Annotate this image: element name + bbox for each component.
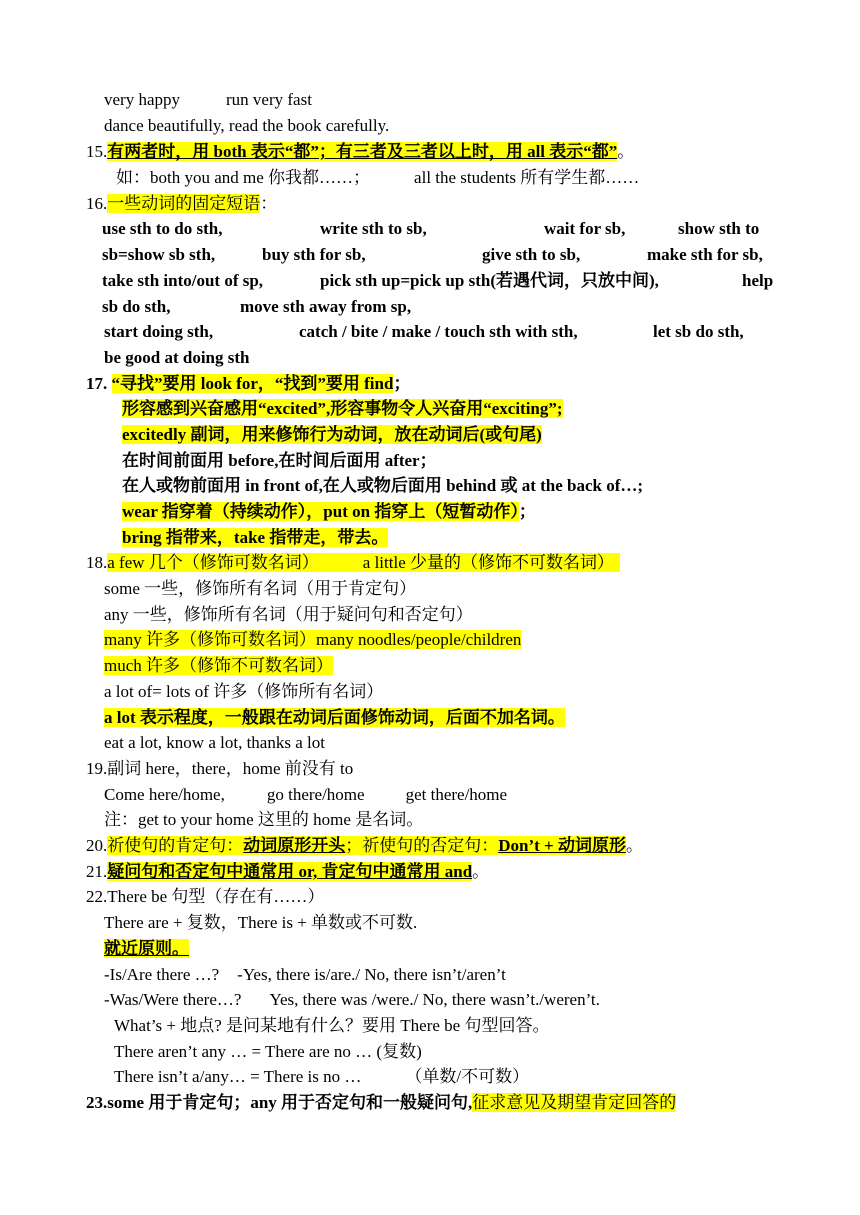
phrase-2d: make sth for sb, <box>647 245 763 264</box>
item-22-line-6: There aren’t any … = There are no … (复数) <box>114 1042 422 1061</box>
item-18-line-7: a lot 表示程度，一般跟在动词后面修饰动词，后面不加名词。 <box>104 708 565 727</box>
item-22-line-5: What’s + 地点? 是问某地有什么？要用 There be 句型回答。 <box>114 1016 550 1035</box>
phrase-6: be good at doing sth <box>104 348 250 367</box>
item-15: 15.有两者时，用 both 表示“都”；有三者及三者以上时，用 all 表示“都”。 <box>86 142 635 161</box>
phrase-line-1: use sth to do sth, <box>102 219 223 238</box>
item-16: 16.一些动词的固定短语： <box>86 194 278 213</box>
item-22-line-7: There isn’t a/any… = There is no … （单数/不可数） <box>114 1067 530 1086</box>
item-17-line-7: bring 指带来，take 指带走，带去。 <box>122 528 389 547</box>
item-18-line-2: some 一些，修饰所有名词（用于肯定句） <box>104 579 417 598</box>
item-15-example: 如：both you and me 你我都……； all the students 所有学生都…… <box>116 168 640 187</box>
phrase-2a: sb=show sb sth, <box>102 245 216 264</box>
item-22-line-4: -Was/Were there…? Yes, there was /were./ No, there wasn’t./weren’t. <box>104 990 600 1009</box>
item-20: 20.祈使句的肯定句：动词原形开头；祈使句的否定句：Don’t + 动词原形。 <box>86 836 643 855</box>
line-1: very happy run very fast <box>104 90 312 109</box>
item-18-line-6: a lot of= lots of 许多（修饰所有名词） <box>104 682 384 701</box>
phrase-3c: help <box>742 271 774 290</box>
item-18-line-8: eat a lot, know a lot, thanks a lot <box>104 733 325 752</box>
item-16-text: 一些动词的固定短语 <box>107 194 261 213</box>
item-18-line-4: many 许多（修饰可数名词）many noodles/people/children <box>104 630 522 649</box>
item-19-line-1: Come here/home, go there/home get there/home <box>104 785 508 804</box>
item-23: 23.some 用于肯定句；any 用于否定句和一般疑问句,征求意见及期望肯定回答的 <box>86 1093 677 1112</box>
item-17-line-6: wear 指穿着（持续动作），put on 指穿上（短暂动作）； <box>122 502 536 521</box>
item-18: 18.a few 几个（修饰可数名词） a little 少量的（修饰不可数名词） <box>86 552 620 574</box>
phrase-1c: wait for sb, <box>544 219 626 238</box>
phrase-4a: sb do sth, <box>102 297 171 316</box>
phrase-3b: pick sth up=pick up sth(若遇代词，只放中间), <box>320 271 659 290</box>
item-19-note: 注：get to your home 这里的 home 是名词。 <box>104 810 424 829</box>
phrase-3a: take sth into/out of sp, <box>102 271 264 290</box>
phrase-5a: start doing sth, <box>104 322 214 341</box>
item-22: 22.There be 句型（存在有……） <box>86 887 325 906</box>
phrase-2b: buy sth for sb, <box>262 245 366 264</box>
item-17-line-5: 在人或物前面用 in front of,在人或物后面用 behind 或 at the back of…; <box>122 476 644 495</box>
phrase-2c: give sth to sb, <box>482 245 581 264</box>
phrase-1d: show sth to <box>678 219 760 238</box>
item-22-line-2: 就近原则。 <box>104 939 189 958</box>
item-22-line-3: -Is/Are there …? -Yes, there is/are./ No, there isn’t/aren’t <box>104 965 506 984</box>
item-18-line-3: any 一些，修饰所有名词（用于疑问句和否定句） <box>104 605 473 624</box>
phrase-5b: catch / bite / make / touch sth with sth, <box>299 322 578 341</box>
phrase-5c: let sb do sth, <box>653 322 744 341</box>
item-22-line-1: There are + 复数，There is + 单数或不可数. <box>104 913 418 932</box>
item-15-text: 有两者时，用 both 表示“都”；有三者及三者以上时，用 all 表示“都” <box>107 142 618 161</box>
item-21: 21.疑问句和否定句中通常用 or, 肯定句中通常用 and。 <box>86 862 490 881</box>
phrase-1b: write sth to sb, <box>320 219 427 238</box>
item-17-line-4: 在时间前面用 before,在时间后面用 after； <box>122 451 437 470</box>
item-17-line-2: 形容感到兴奋感用“excited”,形容事物令人兴奋用“exciting”; <box>122 399 563 418</box>
item-18-line-5: much 许多（修饰不可数名词） <box>104 656 334 675</box>
phrase-4b: move sth away from sp, <box>240 297 412 316</box>
line-2: dance beautifully, read the book carefully. <box>104 116 390 135</box>
item-19: 19.副词 here，there，home 前没有 to <box>86 759 354 778</box>
item-17-line-3: excitedly 副词，用来修饰行为动词，放在动词后(或句尾) <box>122 425 542 444</box>
item-17: 17. “寻找”要用 look for，“找到”要用 find； <box>86 374 411 393</box>
